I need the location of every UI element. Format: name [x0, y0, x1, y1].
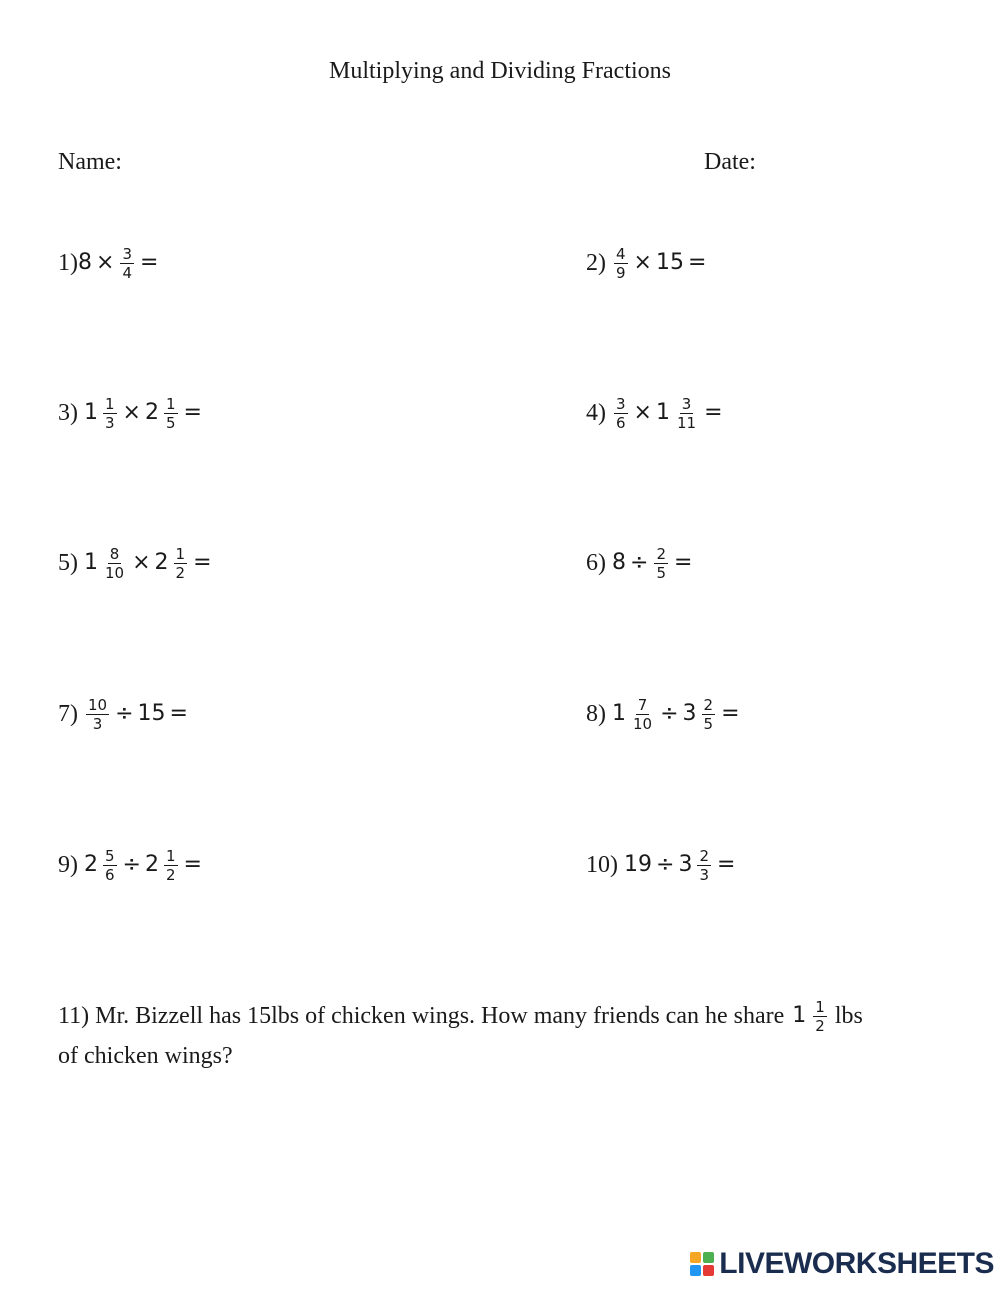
operand: 8 — [78, 250, 92, 275]
whole-number: 1 — [84, 400, 98, 425]
denominator: 3 — [105, 413, 115, 432]
operator: ÷ — [122, 852, 141, 877]
problem-5 — [58, 543, 216, 583]
numerator: 3 — [681, 394, 692, 413]
logo-square — [703, 1252, 714, 1263]
operator: ÷ — [115, 701, 134, 726]
problem-4 — [586, 393, 727, 433]
equals-sign: = — [193, 550, 212, 575]
problem-7 — [58, 694, 192, 734]
logo-icon — [690, 1252, 714, 1276]
operator: ÷ — [656, 852, 675, 877]
fraction — [614, 396, 628, 431]
denominator: 10 — [633, 714, 653, 733]
denominator: 2 — [815, 1016, 825, 1035]
fraction — [697, 848, 711, 883]
denominator: 11 — [676, 413, 697, 432]
denominator: 5 — [165, 413, 176, 432]
fraction — [120, 246, 134, 281]
fraction — [103, 546, 126, 581]
numerator: 2 — [656, 544, 666, 563]
fraction — [813, 999, 827, 1034]
denominator: 3 — [92, 714, 103, 733]
numerator: 1 — [165, 846, 176, 865]
operator: × — [122, 400, 141, 425]
operator: ÷ — [660, 701, 679, 726]
fraction — [654, 546, 668, 581]
fraction — [103, 396, 117, 431]
fraction — [631, 697, 654, 732]
operand: 8 — [612, 550, 626, 575]
denominator: 3 — [699, 865, 709, 884]
word-problem-11 — [58, 996, 938, 1076]
word-problem-line-2: of chicken wings? — [58, 1043, 233, 1069]
problem-number: 5) — [58, 550, 78, 576]
word-problem-text: 11) Mr. Bizzell has 15lbs of chicken wings. How many friends can he share — [58, 1003, 785, 1029]
numerator: 4 — [616, 244, 626, 263]
equals-sign: = — [721, 701, 740, 726]
fraction — [614, 246, 628, 281]
problem-number: 7) — [58, 701, 78, 727]
problem-number: 4) — [586, 400, 606, 426]
operator: × — [633, 250, 652, 275]
logo-square — [690, 1265, 701, 1276]
whole-number: 1 — [612, 701, 626, 726]
fraction — [103, 848, 117, 883]
equals-sign: = — [169, 701, 188, 726]
denominator: 2 — [175, 563, 186, 582]
numerator: 1 — [165, 394, 176, 413]
whole-number: 2 — [144, 400, 159, 425]
operand: 19 — [624, 852, 652, 877]
equals-sign: = — [687, 250, 707, 275]
equals-sign: = — [673, 550, 693, 575]
problem-9 — [58, 845, 206, 885]
equals-sign: = — [716, 852, 736, 877]
problem-number: 8) — [586, 701, 606, 727]
numerator: 3 — [122, 244, 132, 263]
denominator: 5 — [656, 563, 666, 582]
operator: × — [132, 550, 151, 575]
equals-sign: = — [139, 250, 159, 275]
problem-1 — [58, 243, 162, 283]
numerator: 7 — [637, 695, 648, 714]
denominator: 4 — [122, 263, 132, 282]
problem-number: 6) — [586, 550, 606, 576]
numerator: 8 — [109, 544, 120, 563]
problem-number: 3) — [58, 400, 78, 426]
denominator: 6 — [105, 865, 115, 884]
date-label: Date: — [704, 149, 756, 175]
fraction — [86, 697, 109, 732]
whole-number: 1 — [792, 1003, 807, 1028]
problem-number: 1) — [58, 250, 78, 276]
problem-2 — [586, 243, 710, 283]
numerator: 1 — [105, 394, 115, 413]
whole-number: 2 — [84, 852, 98, 877]
denominator: 6 — [616, 413, 626, 432]
logo-square — [690, 1252, 701, 1263]
fraction — [675, 396, 698, 431]
logo-square — [703, 1265, 714, 1276]
denominator: 10 — [105, 563, 125, 582]
numerator: 1 — [815, 997, 825, 1016]
equals-sign: = — [183, 400, 202, 425]
numerator: 1 — [175, 544, 186, 563]
whole-number: 3 — [678, 852, 693, 877]
whole-number: 3 — [682, 701, 697, 726]
name-label: Name: — [58, 149, 122, 175]
whole-number: 1 — [655, 400, 670, 425]
whole-number: 2 — [154, 550, 169, 575]
worksheet-title: Multiplying and Dividing Fractions — [329, 58, 671, 84]
problem-number: 10) — [586, 852, 618, 878]
equals-sign: = — [704, 400, 723, 425]
fraction — [164, 848, 178, 883]
logo-text: LIVEWORKSHEETS — [719, 1247, 994, 1280]
numerator: 10 — [88, 695, 108, 714]
denominator: 9 — [616, 263, 626, 282]
problem-8 — [586, 694, 744, 734]
operand: 15 — [137, 701, 166, 726]
fraction — [702, 697, 716, 732]
operator: ÷ — [630, 550, 649, 575]
whole-number: 1 — [84, 550, 98, 575]
problem-3 — [58, 393, 206, 433]
liveworksheets-logo — [690, 1247, 994, 1281]
fraction — [164, 396, 178, 431]
numerator: 2 — [699, 846, 709, 865]
fraction — [174, 546, 188, 581]
operand: 15 — [655, 250, 684, 275]
numerator: 5 — [105, 846, 115, 865]
problem-number: 9) — [58, 852, 78, 878]
problem-10 — [586, 845, 739, 885]
denominator: 2 — [165, 865, 176, 884]
denominator: 5 — [703, 714, 714, 733]
problem-6 — [586, 543, 696, 583]
word-problem-unit: lbs — [834, 1003, 863, 1029]
equals-sign: = — [183, 852, 202, 877]
numerator: 3 — [616, 394, 626, 413]
whole-number: 2 — [144, 852, 159, 877]
problem-number: 2) — [586, 250, 606, 276]
operator: × — [96, 250, 115, 275]
numerator: 2 — [703, 695, 714, 714]
operator: × — [633, 400, 652, 425]
